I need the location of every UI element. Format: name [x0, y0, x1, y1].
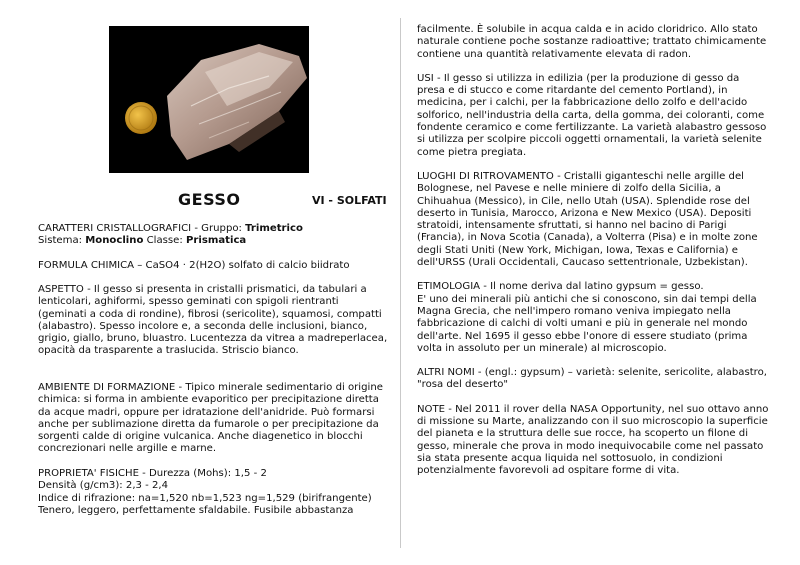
crystal-characters: CARATTERI CRISTALLOGRAFICI - Gruppo: Trimetrico Sistema: Monoclino Classe: Prismatica [38, 223, 303, 247]
etimologia-section [417, 281, 769, 355]
etimologia-line: E' uno dei minerali più antichi che si conoscono, sin dai tempi della Magna Grecia, che nell'impero romano veniva impiegato nella fabbricazione di calchi di volti umani e più in generale nel mondo dell'arte. Nel 1695 il gesso ebbe l'onore di essere studiato (prima volta in assoluto per un minerale) al microscopio. [417, 293, 757, 354]
usi-section: USI - Il gesso si utilizza in edilizia (per la produzione di gesso da presa e di stucco e come ritardante del cemento Portland), in medicina, per i calchi, per la fabbricazione dello zolfo e dell'acido solforico, nell'industria della carta, della gomma, dei coloranti, come fondente ceramico e come fertilizzante. La varietà alabastro gessoso si utilizza per scolpire piccoli oggetti ornamentali, la varietà selenite come pietra pregiata. [417, 72, 767, 158]
coin-scale [125, 102, 157, 134]
proprieta-line: Tenero, leggero, perfettamente sfaldabile. Fusibile abbastanza [38, 504, 354, 516]
proprieta-line: Densità (g/cm3): 2,3 - 2,4 [38, 480, 169, 492]
proprieta-line: Indice di rifrazione: na=1,520 nb=1,523 ng=1,529 (birifrangente) [38, 492, 372, 504]
altri-nomi-section: ALTRI NOMI - (engl.: gypsum) – varietà: selenite, sericolite, alabastro, "rosa del deserto" [417, 367, 767, 391]
mineral-class: VI - SOLFATI [312, 194, 387, 207]
proprieta-continued: facilmente. È solubile in acqua calda e in acido cloridrico. Allo stato naturale contiene poche sostanze radioattive; trattato chimicamente contiene una quantità relativamente elevata di radon. [417, 24, 767, 60]
note-section: NOTE - Nel 2011 il rover della NASA Opportunity, nel suo ottavo anno di missione su Marte, analizzando con il suo microscopio la superficie del pianeta e la struttura delle sue rocce, ha scoperto un filone di gesso, minerale che prova in modo inequivocabile come nel passato sia stata presente acqua liquida nel sottosuolo, in condizioni potenzialmente favorevoli ad ospitare forme di vita. [417, 403, 769, 477]
mineral-name: GESSO [178, 190, 241, 209]
right-column [417, 24, 769, 490]
luoghi-section: LUOGHI DI RITROVAMENTO - Cristalli giganteschi nelle argille del Bolognese, nel Pavese e nelle miniere di zolfo della Sicilia, a Chihuahua (Messico), in Cile, nello Utah (USA). Splendide rose del deserto in Tunisia, Marocco, Arizona e New Mexico (USA). Depositi stratoidi, intensamente sfruttati, si hanno nel bacino di Parigi (Francia), in Nova Scotia (Canada), a Volterra (Pisa) e in molte zone degli Stati Uniti (New York, Michigan, Iowa, Texas e California) e dell'URSS (Urali Occidentali, Caucaso settentrionale, Uzbekistan). [417, 170, 758, 269]
mineral-photo [109, 26, 309, 173]
aspetto-section: ASPETTO - Il gesso si presenta in cristalli prismatici, da tabulari a lenticolari, aghiformi, spesso geminati con spigoli rientranti (geminati a coda di rondine), fibrosi (sericolite), squamosi, compatti (alabastro). Spesso incolore e, a seconda delle inclusioni, bianco, grigio, giallo, bruno, bluastro. Lucentezza da vitrea a madreperlacea, opacità da trasparente a traslucida. Striscio bianco. [38, 284, 388, 357]
ambiente-section: AMBIENTE DI FORMAZIONE - Tipico minerale sedimentario di origine chimica: si forma in ambiente evaporitico per precipitazione diretta da acque madri, oppure per idratazione dell'anidride. Può formarsi anche per sublimazione diretta da fumarole o per precipitazione da sorgenti calde di origine vulcanica. Anche diagenetico in blocchi concrezionari nelle argille e marne. [38, 382, 383, 455]
chemical-formula: FORMULA CHIMICA – CaSO4 · 2(H2O) solfato di calcio biidrato [38, 260, 350, 271]
proprieta-section [38, 468, 390, 517]
gypsum-crystal-image [109, 26, 309, 173]
etimologia-line: ETIMOLOGIA - Il nome deriva dal latino gypsum = gesso. [417, 281, 704, 293]
column-divider [400, 18, 401, 548]
proprieta-line: PROPRIETA' FISICHE - Durezza (Mohs): 1,5 - 2 [38, 468, 267, 479]
